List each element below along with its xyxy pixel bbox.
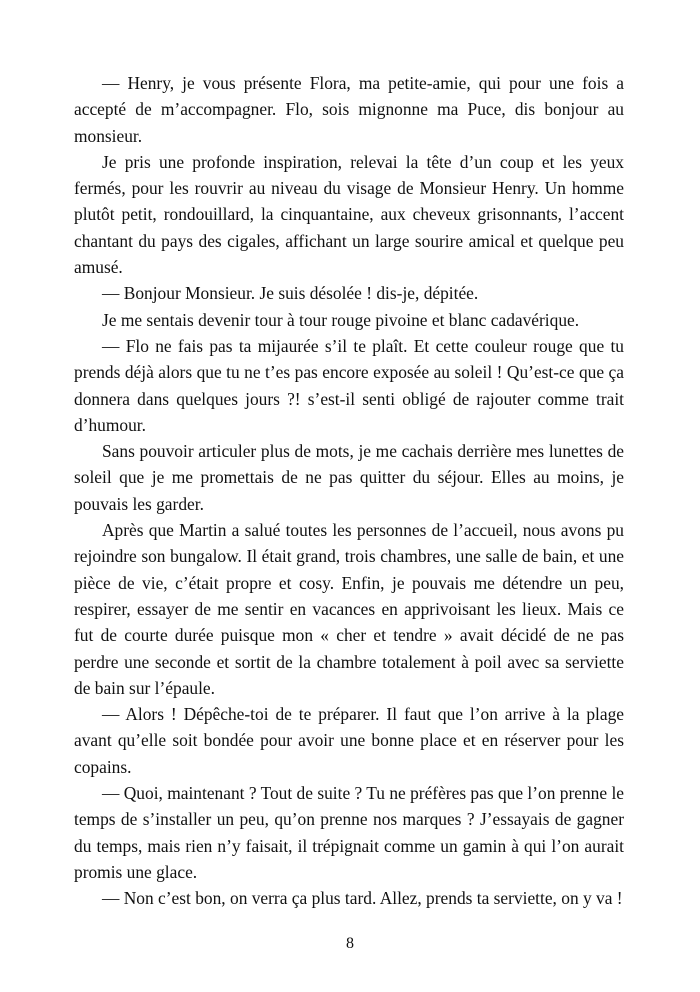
- paragraph: Je pris une profonde inspiration, relevai la tête d’un coup et les yeux fermés, pour les rouvrir au niveau du visage de Monsieur Henry. Un homme plutôt petit, rondouillard, la cinquantaine, aux cheveux grisonnants, l’accent chantant du pays des cigales, affichant un large sourire amical et quelque peu amusé.: [74, 151, 624, 278]
- paragraph: — Henry, je vous présente Flora, ma petite-amie, qui pour une fois a accepté de m’accompagner. Flo, sois mignonne ma Puce, dis bonjour au monsieur.: [74, 73, 624, 146]
- paragraph: Sans pouvoir articuler plus de mots, je me cachais derrière mes lunettes de soleil que je me promettais de ne pas quitter du séjour. Elles au moins, je pouvais les garder.: [74, 441, 624, 514]
- paragraph: — Non c’est bon, on verra ça plus tard. Allez, prends ta serviette, on y va !: [102, 888, 623, 909]
- paragraph: — Alors ! Dépêche-toi de te préparer. Il faut que l’on arrive à la plage avant qu’elle soit bondée pour avoir une bonne place et en réserver pour les copains.: [74, 704, 624, 777]
- paragraph: — Quoi, maintenant ? Tout de suite ? Tu ne préfères pas que l’on prenne le temps de s’installer un peu, qu’on prenne nos marques ? J’essayais de gagner du temps, mais rien n’y faisait, il trépignait comme un gamin à qui l’on aurait promis une glace.: [74, 783, 624, 882]
- paragraph: — Bonjour Monsieur. Je suis désolée ! dis-je, dépitée.: [102, 283, 479, 304]
- paragraph: — Flo ne fais pas ta mijaurée s’il te plaît. Et cette couleur rouge que tu prends déjà alors que tu ne t’es pas encore exposée au soleil ! Qu’est-ce que ça donnera dans quelques jours ?! s’est-il senti obligé de rajouter comme trait d’humour.: [74, 335, 624, 435]
- paragraph: Je me sentais devenir tour à tour rouge pivoine et blanc cadavérique.: [102, 309, 580, 330]
- paragraph: Après que Martin a salué toutes les personnes de l’accueil, nous avons pu rejoindre son bungalow. Il était grand, trois chambres, une salle de bain, et une pièce de vie, c’était propre et cosy. Enfin, je pouvais me détendre un peu, respirer, essayer de me sentir en vacances en apprivoisant les lieux. Mais ce fut de courte durée puisque mon « cher et tendre » avait décidé de ne pas perdre une seconde et sortit de la chambre totalement à poil avec sa serviette de bain sur l’épaule.: [74, 520, 624, 698]
- body-text: [74, 70, 624, 912]
- page-number: 8: [346, 935, 354, 952]
